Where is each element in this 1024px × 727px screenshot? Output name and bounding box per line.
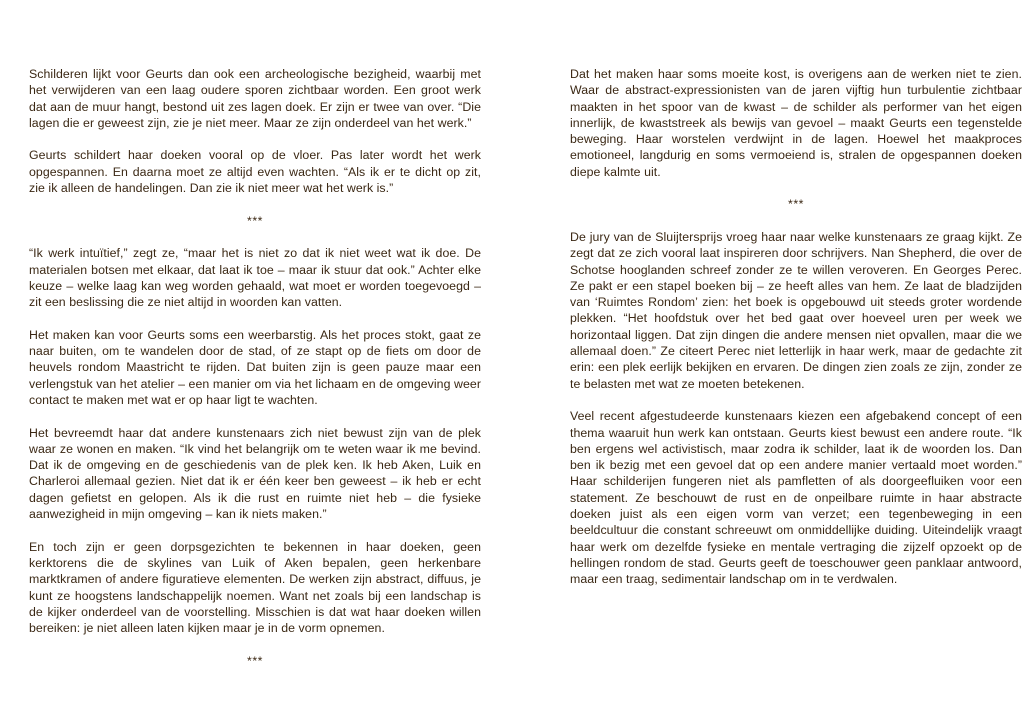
left-paragraph-2: Geurts schildert haar doeken vooral op de vloer. Pas later wordt het werk opgespannen. En daarna moet ze altijd even wachten. “Als ik er te dicht op zit, zie ik alleen de handelingen. Dan zie ik niet meer wat het werk is.” [29,148,481,196]
left-paragraph-4: Het maken kan voor Geurts soms een weerbarstig. Als het proces stokt, gaat ze naar buiten, om te wandelen door de stad, of ze stapt op de fiets om door de heuvels rondom Maastricht te rijden. Dat buiten zijn is geen pauze maar een verlengstuk van het atelier – een manier om via het lichaam en de omgeving weer contact te maken met wat er op haar ligt te wachten. [29,327,481,407]
section-divider: *** [247,213,263,228]
left-paragraph-5: Het bevreemdt haar dat andere kunstenaars zich niet bewust zijn van de plek waar ze wonen en maken. “Ik vind het belangrijk om te weten waar ik me bevind. Dat ik de omgeving en de geschiedenis van de plek ken. Ik heb Aken, Luik en Charleroi allemaal gezien. Niet dat ik er één keer ben geweest – ik heb er echt dagen gefietst en gelopen. Als ik die rust en ruimte niet heb – die fysieke aanwezigheid in mijn omgeving – kan ik niets maken.” [29,425,481,522]
right-page-text-column [570,66,1022,604]
left-paragraph-3: “Ik werk intuïtief,” zegt ze, “maar het is niet zo dat ik niet weet wat ik doe. De materialen botsen met elkaar, dat laat ik toe – maar ik stuur dat ook.” Achter elke keuze – welke laag kan weg worden gehaald, wat moet er worden toegevoegd – zit een beslissing die ze niet altijd in woorden kan vatten. [29,246,481,310]
right-paragraph-2: De jury van de Sluijtersprijs vroeg haar naar welke kunstenaars ze graag kijkt. Ze zegt dat ze zich vooral laat inspireren door schrijvers. Nan Shepherd, die over de Schotse hooglanden schreef zonder ze te willen veroveren. En Georges Perec. Ze pakt er een stapel boeken bij – ze heeft alles van hem. Ze laat de bladzijden van ‘Ruimtes Rondom’ zien: het boek is opgebouwd uit steeds groter wordende plekken. “Het hoofdstuk over het bed gaat over hoeveel uren per week we horizontaal liggen. Dat zijn dingen die andere mensen niet opvallen, maar die we allemaal doen.” Ze citeert Perec niet letterlijk in haar werk, maar de gedachte zit erin: een plek eerlijk bekijken en ervaren. De dingen zien zoals ze zijn, zonder ze te belasten met wat ze moeten betekenen. [570,229,1022,391]
section-divider: *** [247,653,263,668]
left-paragraph-1: Schilderen lijkt voor Geurts dan ook een archeologische bezigheid, waarbij met het verwijderen van een laag oudere sporen zichtbaar worden. Een groot werk dat aan de muur hangt, bestond uit zes lagen doek. Er zijn er twee van over. “Die lagen die er geweest zijn, zie je niet meer. Maar ze zijn onderdeel van het werk.” [29,67,481,130]
right-paragraph-1: Dat het maken haar soms moeite kost, is overigens aan de werken niet te zien. Waar de abstract-expressionisten van de jaren vijftig hun turbulentie zichtbaar maakten in het spoor van de kwast – de schilder als performer van het eigen innerlijk, de kwaststreek als bewijs van gevoel – maakt Geurts een tegenstelde beweging. Haar worstelen verdwijnt in de lagen. Hoewel het maakproces emotioneel, langdurig en soms vermoeiend is, stralen de opgespannen doeken diepe kalmte uit. [570,67,1022,179]
left-paragraph-6: En toch zijn er geen dorpsgezichten te bekennen in haar doeken, geen kerktorens die de skylines van Luik of Aken bepalen, geen herkenbare marktkramen of andere figuratieve elementen. De werken zijn abstract, diffuus, je kunt ze hoogstens landschappelijk noemen. Want net zoals bij een landschap is de kijker onderdeel van de voorstelling. Misschien is dat wat haar doeken willen bereiken: je niet alleen laten kijken maar je in de vorm opnemen. [29,539,481,636]
left-page-text-column [29,66,481,685]
section-divider: *** [788,197,804,212]
right-paragraph-3: Veel recent afgestudeerde kunstenaars kiezen een afgebakend concept of een thema waaruit hun werk kan ontstaan. Geurts kiest bewust een andere route. “Ik ben ergens wel activistisch, maar zodra ik schilder, laat ik de woorden los. Dan ben ik bezig met een gevoel dat op een andere manier vertaald moet worden.” Haar schilderijen fungeren niet als pamfletten of als doorgeefluiken voor een statement. Ze beschouwt de rust en de onpeilbare ruimte in haar abstracte doeken juist als een eigen vorm van verzet; een tegenbeweging in een beeldcultuur die constant schreeuwt om onmiddellijke duiding. Uiteindelijk vraagt haar werk om dezelfde fysieke en mentale vertraging die zijzelf opzoekt op de hellingen rondom de stad. Geurts geeft de toeschouwer geen panklaar antwoord, maar een traag, sedimentair landschap om in te verdwalen. [570,409,1022,587]
